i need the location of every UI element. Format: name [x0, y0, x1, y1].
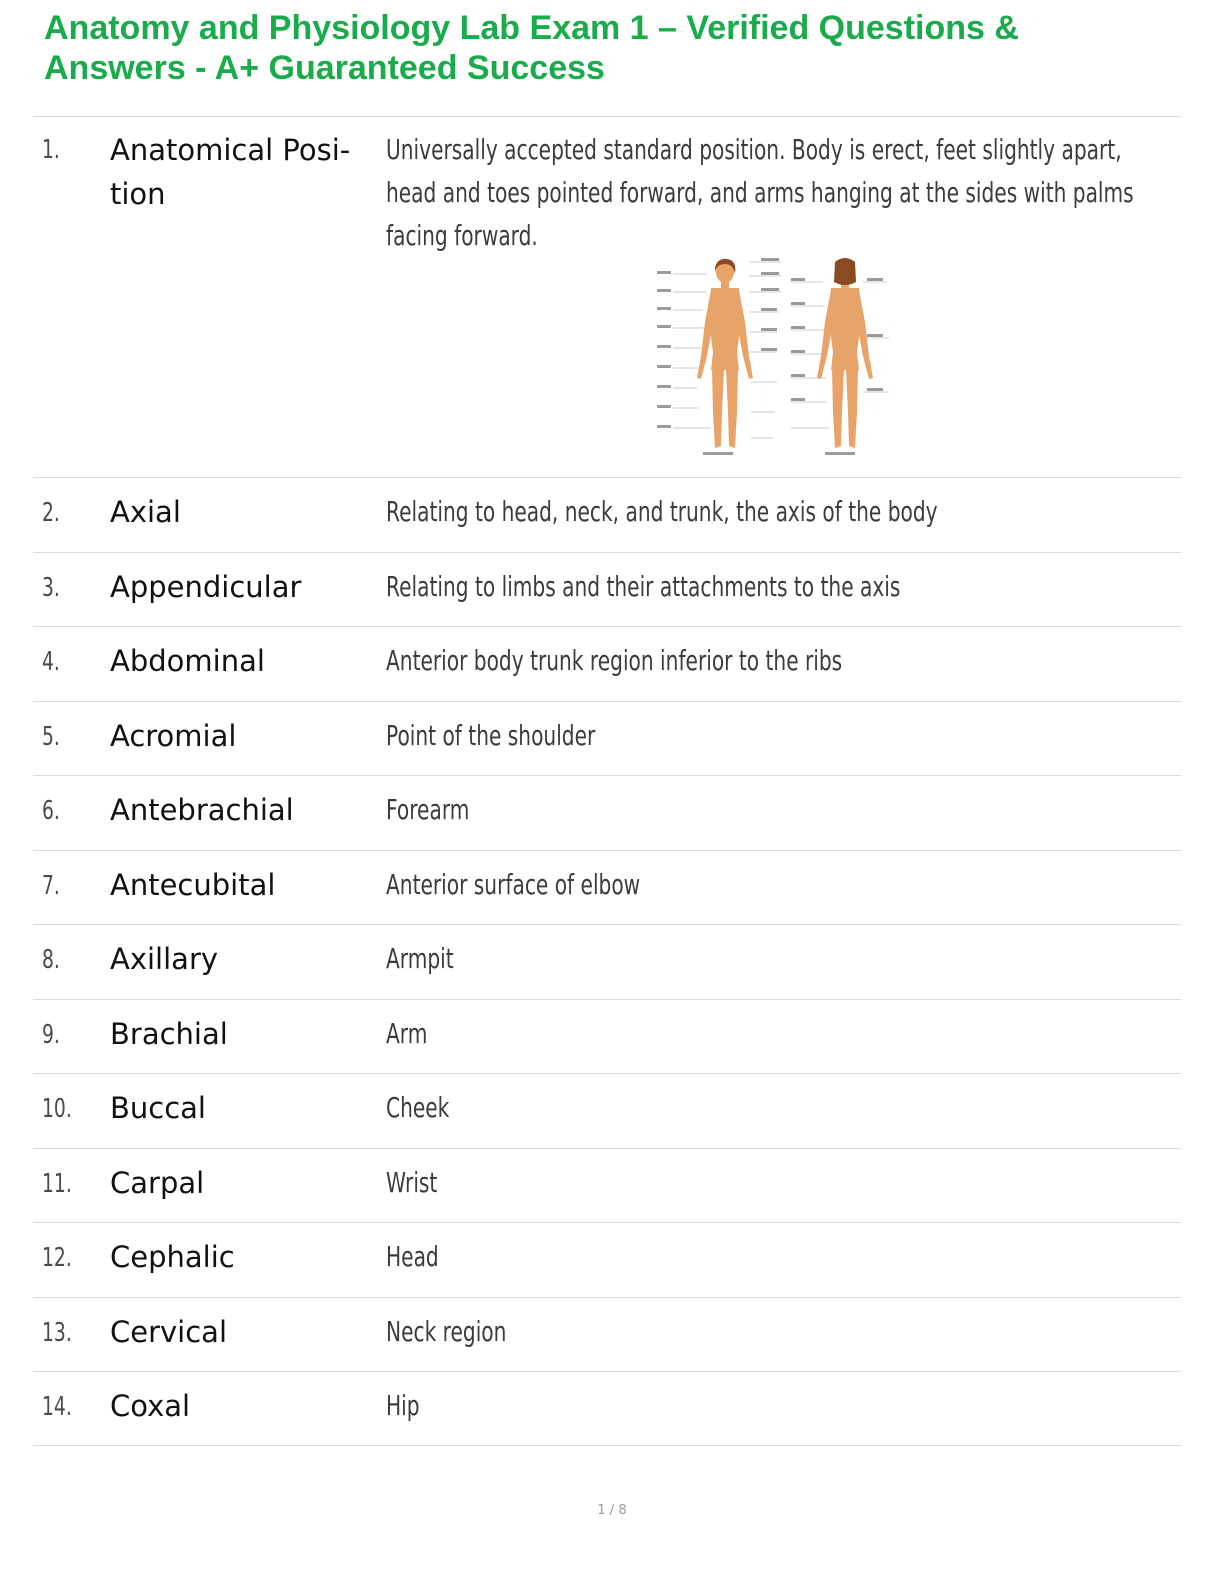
table-row: [33, 776, 1181, 850]
row-term: Anatomical Posi- tion: [110, 133, 351, 211]
table-row: [33, 627, 1181, 701]
document-title: Anatomy and Physiology Lab Exam 1 – Verified Questions & Answers - A+ Guaranteed Success: [44, 9, 1019, 87]
row-term: Cephalic: [110, 1240, 235, 1274]
row-term: Antebrachial: [110, 793, 294, 827]
row-term: Brachial: [110, 1017, 228, 1051]
row-number: 14.: [42, 1392, 72, 1422]
row-definition: Universally accepted standard position. Body is erect, feet slightly apart, head and toes pointed forward, and arms hanging at the sides with palms facing forward.: [386, 133, 1134, 252]
row-term: Buccal: [110, 1091, 206, 1125]
row-definition: Armpit: [386, 942, 454, 975]
row-number: 7.: [42, 871, 60, 901]
table-row: [33, 1074, 1181, 1148]
row-term: Abdominal: [110, 644, 265, 678]
table-row: [33, 478, 1181, 552]
row-term: Cervical: [110, 1315, 228, 1349]
table-row: [33, 1298, 1181, 1372]
row-number: 3.: [42, 573, 60, 603]
row-definition: Anterior surface of elbow: [386, 868, 641, 901]
row-definition: Hip: [386, 1389, 420, 1422]
row-definition: Neck region: [386, 1315, 507, 1348]
row-term: Acromial: [110, 719, 237, 753]
row-term: Axial: [110, 495, 181, 529]
row-number: 12.: [42, 1243, 72, 1273]
row-term: Appendicular: [110, 570, 302, 604]
row-number: 5.: [42, 722, 60, 752]
page-number: 1 / 8: [597, 1503, 627, 1518]
row-number: 10.: [42, 1094, 72, 1124]
table-row: [33, 925, 1181, 999]
row-number: 6.: [42, 796, 60, 826]
row-definition: Arm: [386, 1017, 428, 1050]
table-row: [33, 851, 1181, 925]
row-number: 11.: [42, 1169, 72, 1199]
row-definition: Relating to limbs and their attachments to the axis: [386, 570, 901, 603]
row-term: Coxal: [110, 1389, 191, 1423]
row-number: 13.: [42, 1318, 72, 1348]
row-number: 4.: [42, 647, 60, 677]
table-row: [33, 702, 1181, 776]
row-number: 1.: [42, 135, 60, 165]
table-row: [33, 1000, 1181, 1074]
anatomical-position-figure: [655, 252, 895, 460]
row-definition: Forearm: [386, 793, 470, 826]
table-row: [33, 553, 1181, 627]
row-definition: Wrist: [386, 1166, 438, 1199]
table-row: [33, 1149, 1181, 1223]
row-number: 9.: [42, 1020, 60, 1050]
row-definition: Head: [386, 1240, 439, 1273]
row-definition: Point of the shoulder: [386, 719, 596, 752]
row-definition: Relating to head, neck, and trunk, the axis of the body: [386, 495, 938, 528]
row-number: 8.: [42, 945, 60, 975]
row-number: 2.: [42, 498, 60, 528]
table-rule-bottom: [33, 1445, 1181, 1446]
table-row: [33, 117, 1181, 477]
row-term: Axillary: [110, 942, 219, 976]
table-row: [33, 1372, 1181, 1446]
table-row: [33, 1223, 1181, 1297]
row-term: Carpal: [110, 1166, 205, 1200]
row-definition: Anterior body trunk region inferior to the ribs: [386, 644, 843, 677]
row-term: Antecubital: [110, 868, 276, 902]
row-definition: Cheek: [386, 1091, 450, 1124]
